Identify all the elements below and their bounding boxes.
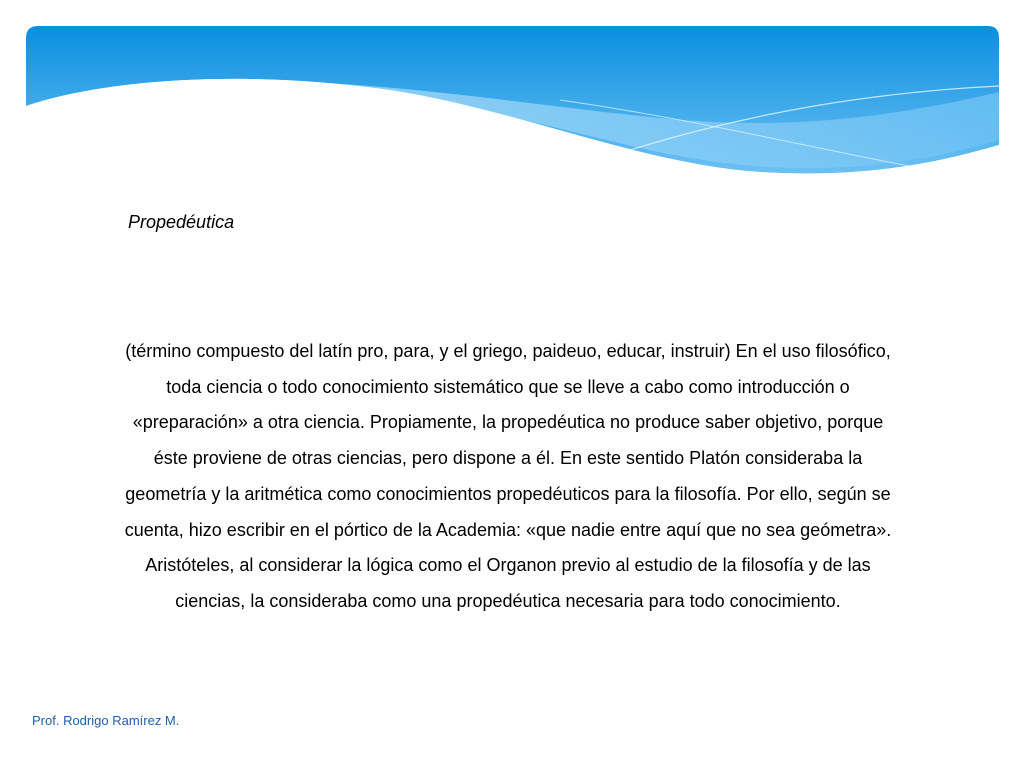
slide-body [118, 334, 898, 620]
header-wave-banner [0, 0, 1024, 190]
footer-author: Prof. Rodrigo Ramírez M. [32, 713, 180, 728]
body-paragraph: (término compuesto del latín pro, para, y el griego, paideuo, educar, instruir) En el uso filosófico, toda ciencia o todo conocimiento sistemático que se lleve a cabo como introducción o «preparación» a otra ciencia. Propiamente, la propedéutica no produce saber objetivo, porque éste proviene de otras ciencias, pero dispone a él. En este sentido Platón consideraba la geometría y la aritmética como conocimientos propedéuticos para la filosofía. Por ello, según se cuenta, hizo escribir en el pórtico de la Academia: «que nadie entre aquí que no sea geómetra». Aristóteles, al considerar la lógica como el Organon previo al estudio de la filosofía y de las ciencias, la consideraba como una propedéutica necesaria para todo conocimiento. [124, 341, 892, 611]
slide-title: Propedéutica [128, 212, 235, 232]
